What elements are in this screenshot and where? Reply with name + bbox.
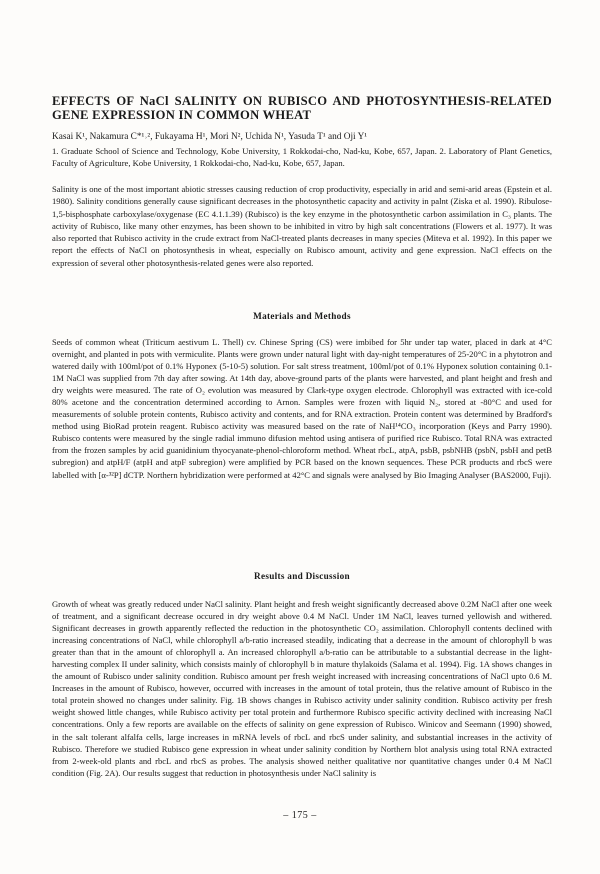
methods-heading: Materials and Methods: [253, 311, 351, 321]
author-list: Kasai K¹, Nakamura C*¹˒², Fukayama H¹, Mori N², Uchida N¹, Yasuda T¹ and Oji Y¹: [52, 132, 368, 142]
methods-paragraph: Seeds of common wheat (Triticum aestivum L. Thell) cv. Chinese Spring (CS) were imbibed for 5hr under tap water, placed in dark at 4°C overnight, and planted in pots with vermiculite. Plants were grown under natural light with day-night temperatures of 25-20°C in a phytotron and watered daily with 100ml/pot of 0.1% Hyponex (5-10-5) solution. For salt stress treatment, 100ml/pot of 0.1% Hyponex solution containing 0.1-1M NaCl was supplied from 7th day after sowing. At 14th day, above-ground parts of the plants were harvested, and plant height and fresh and dry weights were measured. The rate of O₂ evolution was measured by Clark-type oxygen electrode. Chlorophyll was extracted with ice-cold 80% acetone and the concentration determined according to Arnon. Samples were frozen with liquid N₂, stored at -80°C and used for measurements of soluble protein contents, Rubisco activity and contents, and for RNA extraction. Protein content was determined by Bradford's method using BioRad protein reagent. Rubisco activity was measured based on the rate of NaH¹⁴CO₃ incorporation (Keys and Parry 1990). Rubisco contents were measured by the single radial immuno difusion mehtod using antisera of purified rice Rubisco. Total RNA was extracted from the frozen samples by acid guanidinium thyocyanate-phenol-chloroform method. Wheat rbcL, atpA, psbB, psbNHB (psbN, psbH and petB subregion) and atpH/F (atpH and atpF subregion) were amplified by PCR based on the known sequences. These PCR products and rbcS were labelled with [α-³²P] dCTP. Northern hybridization were performed at 42°C and signals were analysed by Bio Imaging Analyser (BAS2000, Fuji).: [52, 337, 552, 480]
introduction-paragraph: Salinity is one of the most important abiotic stresses causing reduction of crop productivity, especially in arid and semi-arid areas (Epstein et al. 1980). Salinity conditions generally cause significant decreases in the photosynthetic capacity and activity in palnt (Ziska et al. 1990). Ribulose-1,5-bisphosphate carboxylase/oxygenase (EC 4.1.1.39) (Rubisco) is the key enzyme in the photosynthetic carbon assimilation in C₃ plants. The activity of Rubisco, like many other enzymes, has been shown to be inhibited in vitro by high salt concentrations (Flowers et al. 1977). It was also reported that Rubisco activity in the crude extract from NaCl-treated plants decreases in many species (Miteva et al. 1992). In this paper we report the effects of NaCl on photosynthesis in wheat, especially on Rubisco amount, activity and gene expression. NaCl effects on the expression of several other photosynthesis-related genes were also reported.: [52, 184, 552, 268]
affiliations: 1. Graduate School of Science and Technology, Kobe University, 1 Rokkodai-cho, Nad-ku, Kobe, 657, Japan. 2. Laboratory of Plant Genetics, Faculty of Agriculture, Kobe University, 1 Rokkodai-cho, Nad-ku, Kobe, 657, Japan.: [52, 146, 552, 169]
results-heading: Results and Discussion: [254, 571, 350, 581]
results-paragraph: Growth of wheat was greatly reduced under NaCl salinity. Plant height and fresh weight significantly decreased above 0.2M NaCl after one week of treatment, and a significant decrease occured in dry weight above 0.4 M NaCl. Under 1M NaCl, leaves turned yellowish and withered. Significant decreases in growth apparently reflected the reduction in the photosynthetic CO₂ assimilation. Chlorophyll contents declined with increasing concentrations of NaCl, while chlorophyll a/b-ratio increased steadily, indicating that a decrease in the amount of chlorophyll b was greater than that in the amount of chlorophyll a. An increased chlorophyll a/b-ratio can be attributable to a substantial decrease in the light-harvesting complex II under salinity, which consists mainly of chlorophyll b in mature thylakoids (Salama et al. 1994). Fig. 1A shows changes in the amount of Rubisco under salinity condition. Rubisco amount per fresh weight increased with increasing concentrations of NaCl upto 0.6 M. Increases in the amount of Rubisco, however, occurred with increases in the amount of total protein, thus the relative amount of Rubisco in the total protein showed no changes under salinity. Fig. 1B shows changes in Rubisco activity under salinity condition. Rubisco activity per fresh weight showed little changes, while Rubisco activity per total protein and furthermore Rubisco specific activity declined with increasing NaCl concentrations. Only a few reports are available on the effects of salinity on gene expression of Rubisco. Winicov and Seemann (1990) showed, in the salt tolerant alfalfa cells, large increases in mRNA levels of rbcL and rbcS under salinity, and substantial increases in the activity of Rubisco. Therefore we studied Rubisco gene expression in wheat under salinity condition by Northern blot analysis using total RNA extracted from 2-week-old plants and rbcL and rbcS as probes. The analysis showed neither qualitative nor quantitative changes under 0.4 M NaCl condition (Fig. 2A). Our results suggest that reduction in photosynthesis under NaCl salinity is: [52, 599, 552, 778]
paper-title: EFFECTS OF NaCl SALINITY ON RUBISCO AND PHOTOSYNTHESIS-RELATED GENE EXPRESSION IN COMMON WHEAT: [52, 94, 552, 122]
page-number: – 175 –: [283, 810, 317, 821]
